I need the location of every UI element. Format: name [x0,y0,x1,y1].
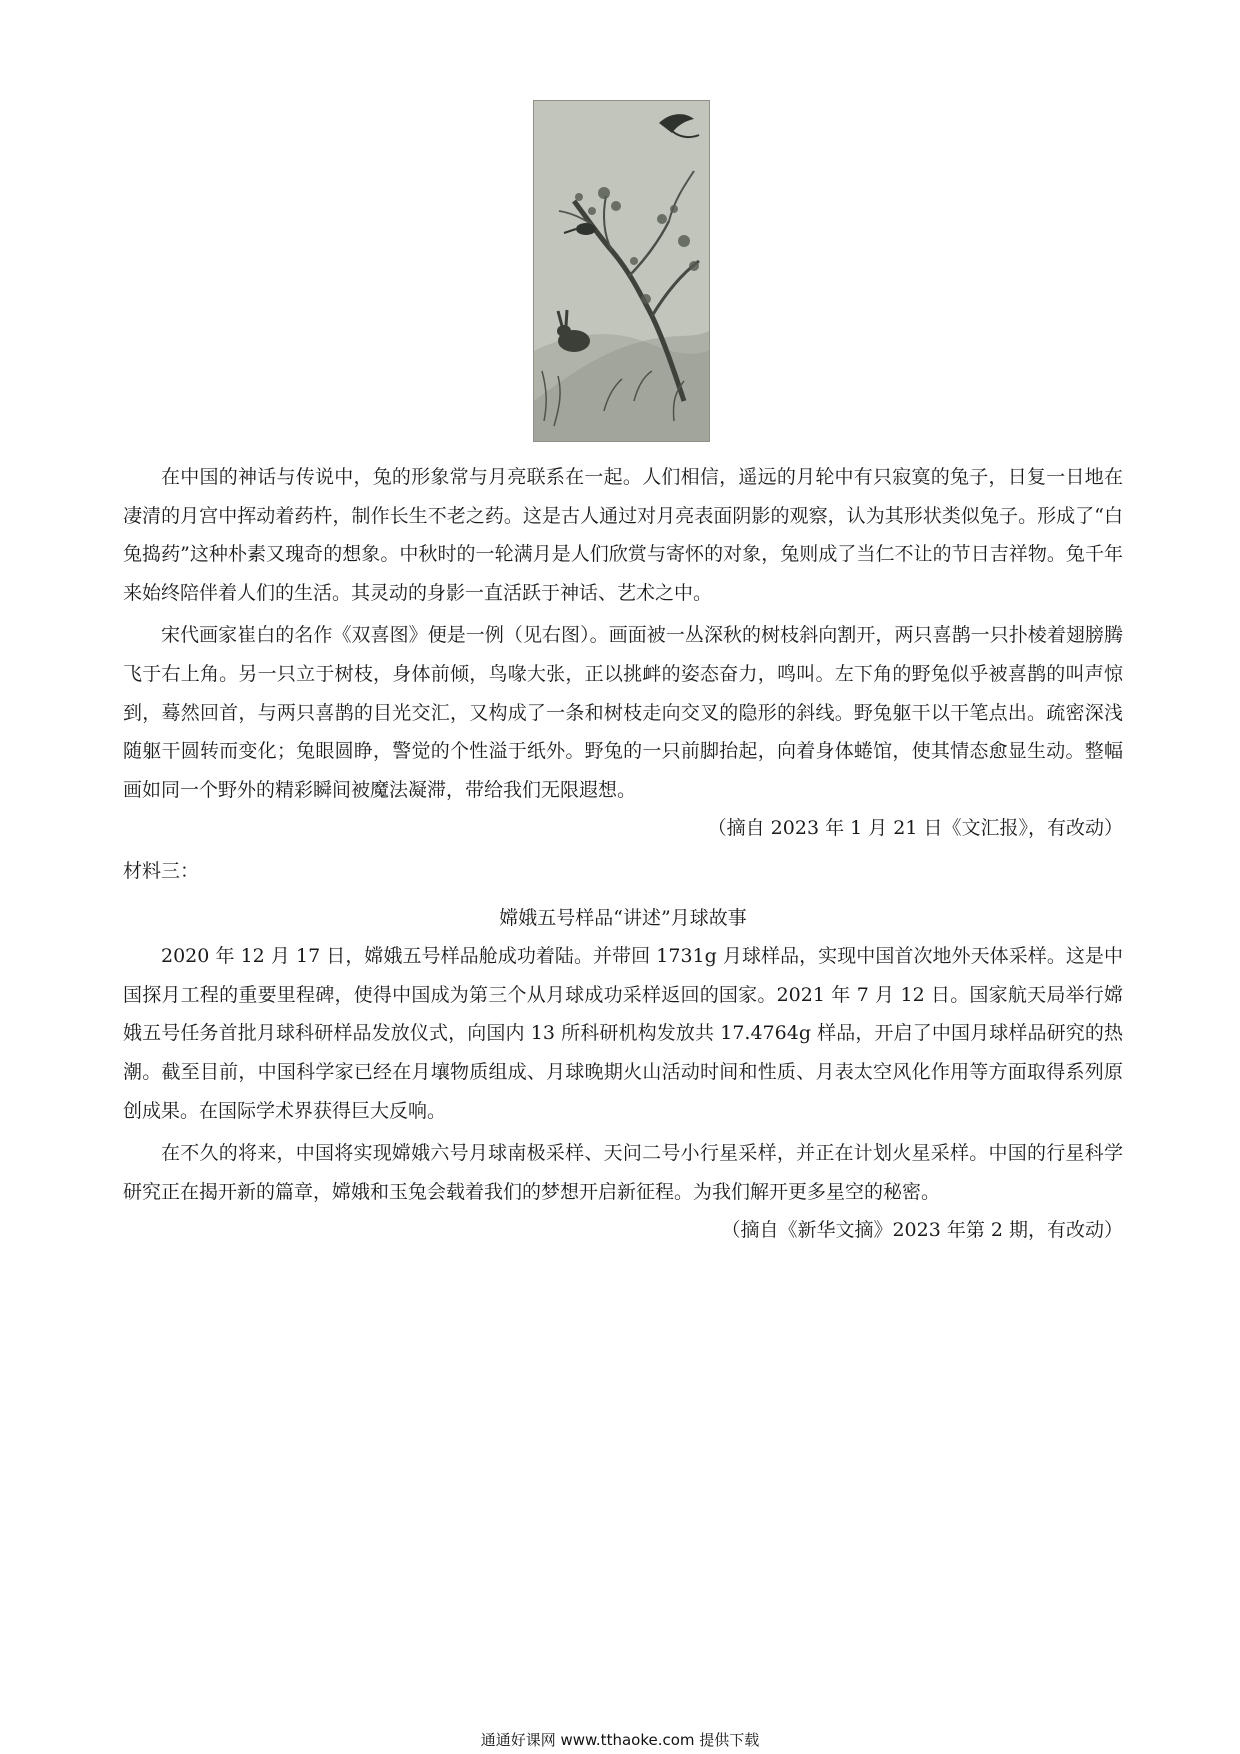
ink-painting-magpies-and-hare-icon [534,101,709,441]
material-two-source: （摘自 2023 年 1 月 21 日《文汇报》，有改动） [707,817,1123,840]
material-two-paragraph-1: 在中国的神话与传说中，兔的形象常与月亮联系在一起。人们相信，遥远的月轮中有只寂寞的兔子，日复一日地在凄清的月宫中挥动着药杵，制作长生不老之药。这是古人通过对月亮表面阴影的观察，认为其形状类似兔子。形成了“白兔捣药”这种朴素又瑰奇的想象。中秋时的一轮满月是人们欣赏与寄怀的对象，兔则成了当仁不让的节日吉祥物。兔千年来始终陪伴着人们的生活。其灵动的身影一直活跃于神话、艺术之中。 [123,466,1123,604]
page-footer: 通通好课网 www.tthaoke.com 提供下载 [480,1731,760,1749]
material-three-source: （摘自《新华文摘》2023 年第 2 期，有改动） [721,1219,1123,1242]
shuangxi-painting-image [533,100,710,442]
material-two-paragraph-2: 宋代画家崔白的名作《双喜图》便是一例（见右图）。画面被一丛深秋的树枝斜向割开，两只喜鹊一只扑棱着翅膀腾飞于右上角。另一只立于树枝，身体前倾，鸟喙大张，正以挑衅的姿态奋力，鸣叫。左下角的野兔似乎被喜鹊的叫声惊到，蓦然回首，与两只喜鹊的目光交汇，又构成了一条和树枝走向交叉的隐形的斜线。野兔躯干以干笔点出。疏密深浅随躯干圆转而变化；兔眼圆睁，警觉的个性溢于纸外。野兔的一只前脚抬起，向着身体蜷馆，使其情态愈显生动。整幅画如同一个野外的精彩瞬间被魔法凝滞，带给我们无限遐想。 [123,624,1123,801]
article-body [123,458,1123,1250]
material-three-title: 嫦娥五号样品“讲述”月球故事 [499,906,747,929]
material-three-paragraph-2: 在不久的将来，中国将实现嫦娥六号月球南极采样、天问二号小行星采样，并正在计划火星采样。中国的行星科学研究正在揭开新的篇章，嫦娥和玉兔会载着我们的梦想开启新征程。为我们解开更多星空的秘密。 [123,1142,1123,1203]
material-three-paragraph-1: 2020 年 12 月 17 日，嫦娥五号样品舱成功着陆。并带回 1731g 月球样品，实现中国首次地外天体采样。这是中国探月工程的重要里程碑，使得中国成为第三个从月球成功采样返回的国家。2021 年 7 月 12 日。国家航天局举行嫦娥五号任务首批月球科研样品发放仪式，向国内 13 所科研机构发放共 17.4764g 样品，开启了中国月球样品研究的热潮。截至目前，中国科学家已经在月壤物质组成、月球晚期火山活动时间和性质、月表太空风化作用等方面取得系列原创成果。在国际学术界获得巨大反响。 [123,945,1123,1122]
material-three-label: 材料三： [123,859,200,882]
